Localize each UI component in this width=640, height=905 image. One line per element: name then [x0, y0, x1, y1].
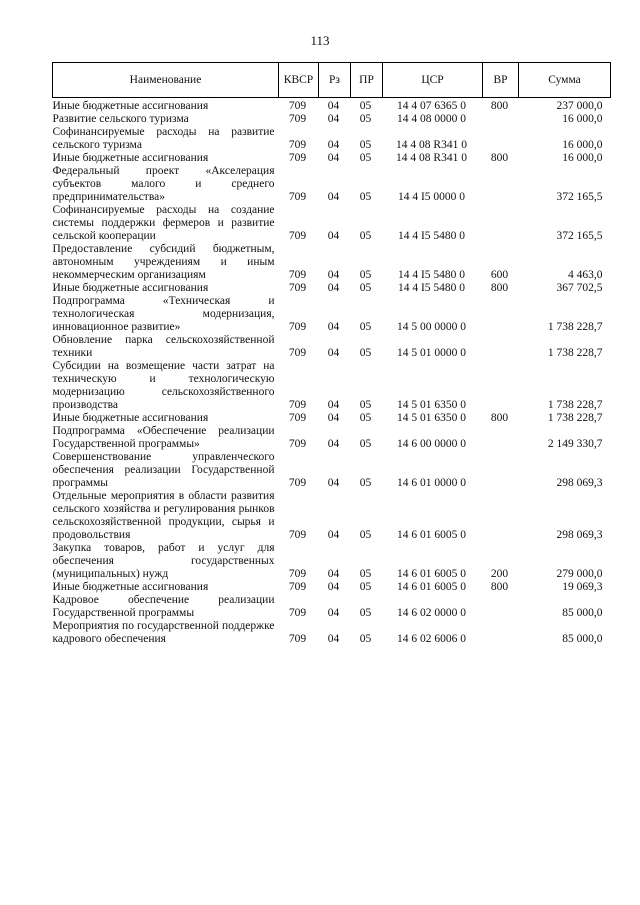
row-pr: 05 — [359, 139, 372, 151]
row-csr: 14 4 I5 5480 0 — [397, 269, 466, 281]
row-vr — [483, 295, 519, 334]
row-name: Софинансируемые расходы на создание системы поддержки фермеров и развитие сельской кооперации — [52, 204, 275, 242]
row-csr: 14 6 01 6005 0 — [397, 529, 466, 541]
row-name: Федеральный проект «Акселерация субъектов малого и среднего предпринимательства» — [52, 165, 275, 203]
row-sum: 367 702,5 — [556, 282, 603, 294]
row-csr: 14 6 01 6005 0 — [397, 581, 466, 593]
table-row — [53, 542, 611, 581]
row-vr — [483, 334, 519, 360]
row-csr: 14 4 07 6365 0 — [397, 100, 466, 112]
header-sum: Сумма — [519, 63, 611, 98]
row-kvsr: 709 — [288, 607, 307, 619]
row-vr — [483, 204, 519, 243]
row-name: Совершенствование управленческого обеспечения реализации Государственной программы — [52, 451, 275, 489]
row-kvsr: 709 — [288, 269, 307, 281]
row-pr: 05 — [359, 269, 372, 281]
row-sum: 1 738 228,7 — [547, 399, 603, 411]
row-name: Иные бюджетные ассигнования — [52, 100, 209, 112]
row-csr: 14 4 I5 0000 0 — [397, 191, 466, 203]
row-vr — [483, 620, 519, 646]
table-row — [53, 152, 611, 165]
row-kvsr: 709 — [288, 282, 307, 294]
table-row — [53, 295, 611, 334]
row-kvsr: 709 — [288, 139, 307, 151]
row-name: Мероприятия по государственной поддержке кадрового обеспечения — [52, 620, 275, 645]
row-pr: 05 — [359, 100, 372, 112]
row-csr: 14 6 01 0000 0 — [397, 477, 466, 489]
row-rz: 04 — [327, 581, 340, 593]
row-vr — [483, 490, 519, 542]
table-row — [53, 98, 611, 114]
row-rz: 04 — [327, 607, 340, 619]
row-kvsr: 709 — [288, 412, 307, 424]
table-row — [53, 620, 611, 646]
row-pr: 05 — [359, 633, 372, 645]
row-csr: 14 5 01 6350 0 — [397, 399, 466, 411]
row-kvsr: 709 — [288, 581, 307, 593]
row-kvsr: 709 — [288, 113, 307, 125]
header-vr: ВР — [483, 63, 519, 98]
table-row — [53, 204, 611, 243]
row-sum: 298 069,3 — [556, 529, 603, 541]
row-kvsr: 709 — [288, 477, 307, 489]
row-pr: 05 — [359, 568, 372, 580]
row-csr: 14 6 02 0000 0 — [397, 607, 466, 619]
row-name: Субсидии на возмещение части затрат на техническую и технологическую модернизацию сельскохозяйственного производства — [52, 360, 275, 411]
row-vr: 800 — [490, 581, 509, 593]
row-pr: 05 — [359, 607, 372, 619]
row-pr: 05 — [359, 191, 372, 203]
row-pr: 05 — [359, 282, 372, 294]
row-sum: 19 069,3 — [562, 581, 603, 593]
budget-table — [52, 62, 611, 646]
row-name: Софинансируемые расходы на развитие сельского туризма — [52, 126, 275, 151]
row-rz: 04 — [327, 321, 340, 333]
table-row — [53, 334, 611, 360]
row-pr: 05 — [359, 113, 372, 125]
row-csr: 14 4 08 R341 0 — [396, 152, 467, 164]
row-rz: 04 — [327, 282, 340, 294]
table-row — [53, 594, 611, 620]
row-vr: 800 — [490, 412, 509, 424]
row-sum: 16 000,0 — [562, 113, 603, 125]
row-sum: 298 069,3 — [556, 477, 603, 489]
row-rz: 04 — [327, 152, 340, 164]
row-rz: 04 — [327, 113, 340, 125]
row-name: Иные бюджетные ассигнования — [52, 282, 209, 294]
table-row — [53, 165, 611, 204]
row-kvsr: 709 — [288, 347, 307, 359]
table-row — [53, 243, 611, 282]
row-rz: 04 — [327, 139, 340, 151]
row-kvsr: 709 — [288, 100, 307, 112]
row-csr: 14 6 00 0000 0 — [397, 438, 466, 450]
row-sum: 1 738 228,7 — [547, 347, 603, 359]
row-vr — [483, 165, 519, 204]
row-name: Развитие сельского туризма — [52, 113, 189, 125]
row-sum: 372 165,5 — [556, 230, 603, 242]
row-pr: 05 — [359, 477, 372, 489]
table-row — [53, 126, 611, 152]
row-csr: 14 5 00 0000 0 — [397, 321, 466, 333]
row-rz: 04 — [327, 477, 340, 489]
row-name: Отдельные мероприятия в области развития сельского хозяйства и регулирования рынков сельскохозяйственной продукции, сырья и продовольствия — [52, 490, 275, 541]
header-rz: Рз — [319, 63, 351, 98]
row-csr: 14 4 08 R341 0 — [396, 139, 467, 151]
row-csr: 14 6 01 6005 0 — [397, 568, 466, 580]
row-csr: 14 4 I5 5480 0 — [397, 230, 466, 242]
row-kvsr: 709 — [288, 529, 307, 541]
row-vr — [483, 594, 519, 620]
table-row — [53, 451, 611, 490]
row-sum: 1 738 228,7 — [547, 321, 603, 333]
table-row — [53, 113, 611, 126]
row-kvsr: 709 — [288, 568, 307, 580]
row-pr: 05 — [359, 347, 372, 359]
row-kvsr: 709 — [288, 633, 307, 645]
row-pr: 05 — [359, 152, 372, 164]
row-pr: 05 — [359, 321, 372, 333]
row-name: Кадровое обеспечение реализации Государственной программы — [52, 594, 275, 619]
row-vr: 800 — [490, 152, 509, 164]
row-rz: 04 — [327, 412, 340, 424]
row-vr — [483, 425, 519, 451]
row-csr: 14 4 I5 5480 0 — [397, 282, 466, 294]
row-name: Обновление парка сельскохозяйственной техники — [52, 334, 275, 359]
row-csr: 14 5 01 0000 0 — [397, 347, 466, 359]
table-row — [53, 581, 611, 594]
row-kvsr: 709 — [288, 152, 307, 164]
row-csr: 14 6 02 6006 0 — [397, 633, 466, 645]
row-vr — [483, 126, 519, 152]
table-row — [53, 490, 611, 542]
row-kvsr: 709 — [288, 399, 307, 411]
row-vr: 800 — [490, 282, 509, 294]
table-header-row — [53, 63, 611, 98]
table-row — [53, 282, 611, 295]
row-pr: 05 — [359, 399, 372, 411]
table-row — [53, 412, 611, 425]
row-vr: 800 — [490, 100, 509, 112]
row-sum: 16 000,0 — [562, 139, 603, 151]
row-kvsr: 709 — [288, 438, 307, 450]
row-pr: 05 — [359, 529, 372, 541]
row-rz: 04 — [327, 438, 340, 450]
row-rz: 04 — [327, 191, 340, 203]
row-sum: 4 463,0 — [568, 269, 603, 281]
row-pr: 05 — [359, 581, 372, 593]
table-row — [53, 425, 611, 451]
row-csr: 14 4 08 0000 0 — [397, 113, 466, 125]
row-csr: 14 5 01 6350 0 — [397, 412, 466, 424]
row-name: Иные бюджетные ассигнования — [52, 412, 209, 424]
row-name: Предоставление субсидий бюджетным, автономным учреждениям и иным некоммерческим организациям — [52, 243, 275, 281]
row-sum: 16 000,0 — [562, 152, 603, 164]
row-rz: 04 — [327, 529, 340, 541]
row-name: Подпрограмма «Обеспечение реализации Государственной программы» — [52, 425, 275, 450]
header-pr: ПР — [351, 63, 383, 98]
page-number: 113 — [310, 33, 330, 48]
row-rz: 04 — [327, 347, 340, 359]
row-sum: 279 000,0 — [556, 568, 603, 580]
row-sum: 2 149 330,7 — [547, 438, 603, 450]
header-csr: ЦСР — [383, 63, 483, 98]
row-name: Подпрограмма «Техническая и технологическая модернизация, инновационное развитие» — [52, 295, 275, 333]
row-kvsr: 709 — [288, 321, 307, 333]
row-name: Закупка товаров, работ и услуг для обеспечения государственных (муниципальных) нужд — [52, 542, 275, 580]
row-pr: 05 — [359, 230, 372, 242]
row-rz: 04 — [327, 269, 340, 281]
row-sum: 372 165,5 — [556, 191, 603, 203]
table-row — [53, 360, 611, 412]
row-sum: 237 000,0 — [556, 100, 603, 112]
row-kvsr: 709 — [288, 230, 307, 242]
row-rz: 04 — [327, 568, 340, 580]
row-vr: 600 — [490, 269, 509, 281]
row-vr: 200 — [490, 568, 509, 580]
row-vr — [483, 113, 519, 126]
row-pr: 05 — [359, 412, 372, 424]
row-kvsr: 709 — [288, 191, 307, 203]
row-rz: 04 — [327, 633, 340, 645]
row-rz: 04 — [327, 100, 340, 112]
row-vr — [483, 451, 519, 490]
header-kvsr: КВСР — [279, 63, 319, 98]
row-rz: 04 — [327, 230, 340, 242]
row-vr — [483, 360, 519, 412]
row-name: Иные бюджетные ассигнования — [52, 152, 209, 164]
row-sum: 85 000,0 — [562, 607, 603, 619]
header-name: Наименование — [53, 63, 279, 98]
row-sum: 85 000,0 — [562, 633, 603, 645]
row-pr: 05 — [359, 438, 372, 450]
row-rz: 04 — [327, 399, 340, 411]
row-sum: 1 738 228,7 — [547, 412, 603, 424]
row-name: Иные бюджетные ассигнования — [52, 581, 209, 593]
